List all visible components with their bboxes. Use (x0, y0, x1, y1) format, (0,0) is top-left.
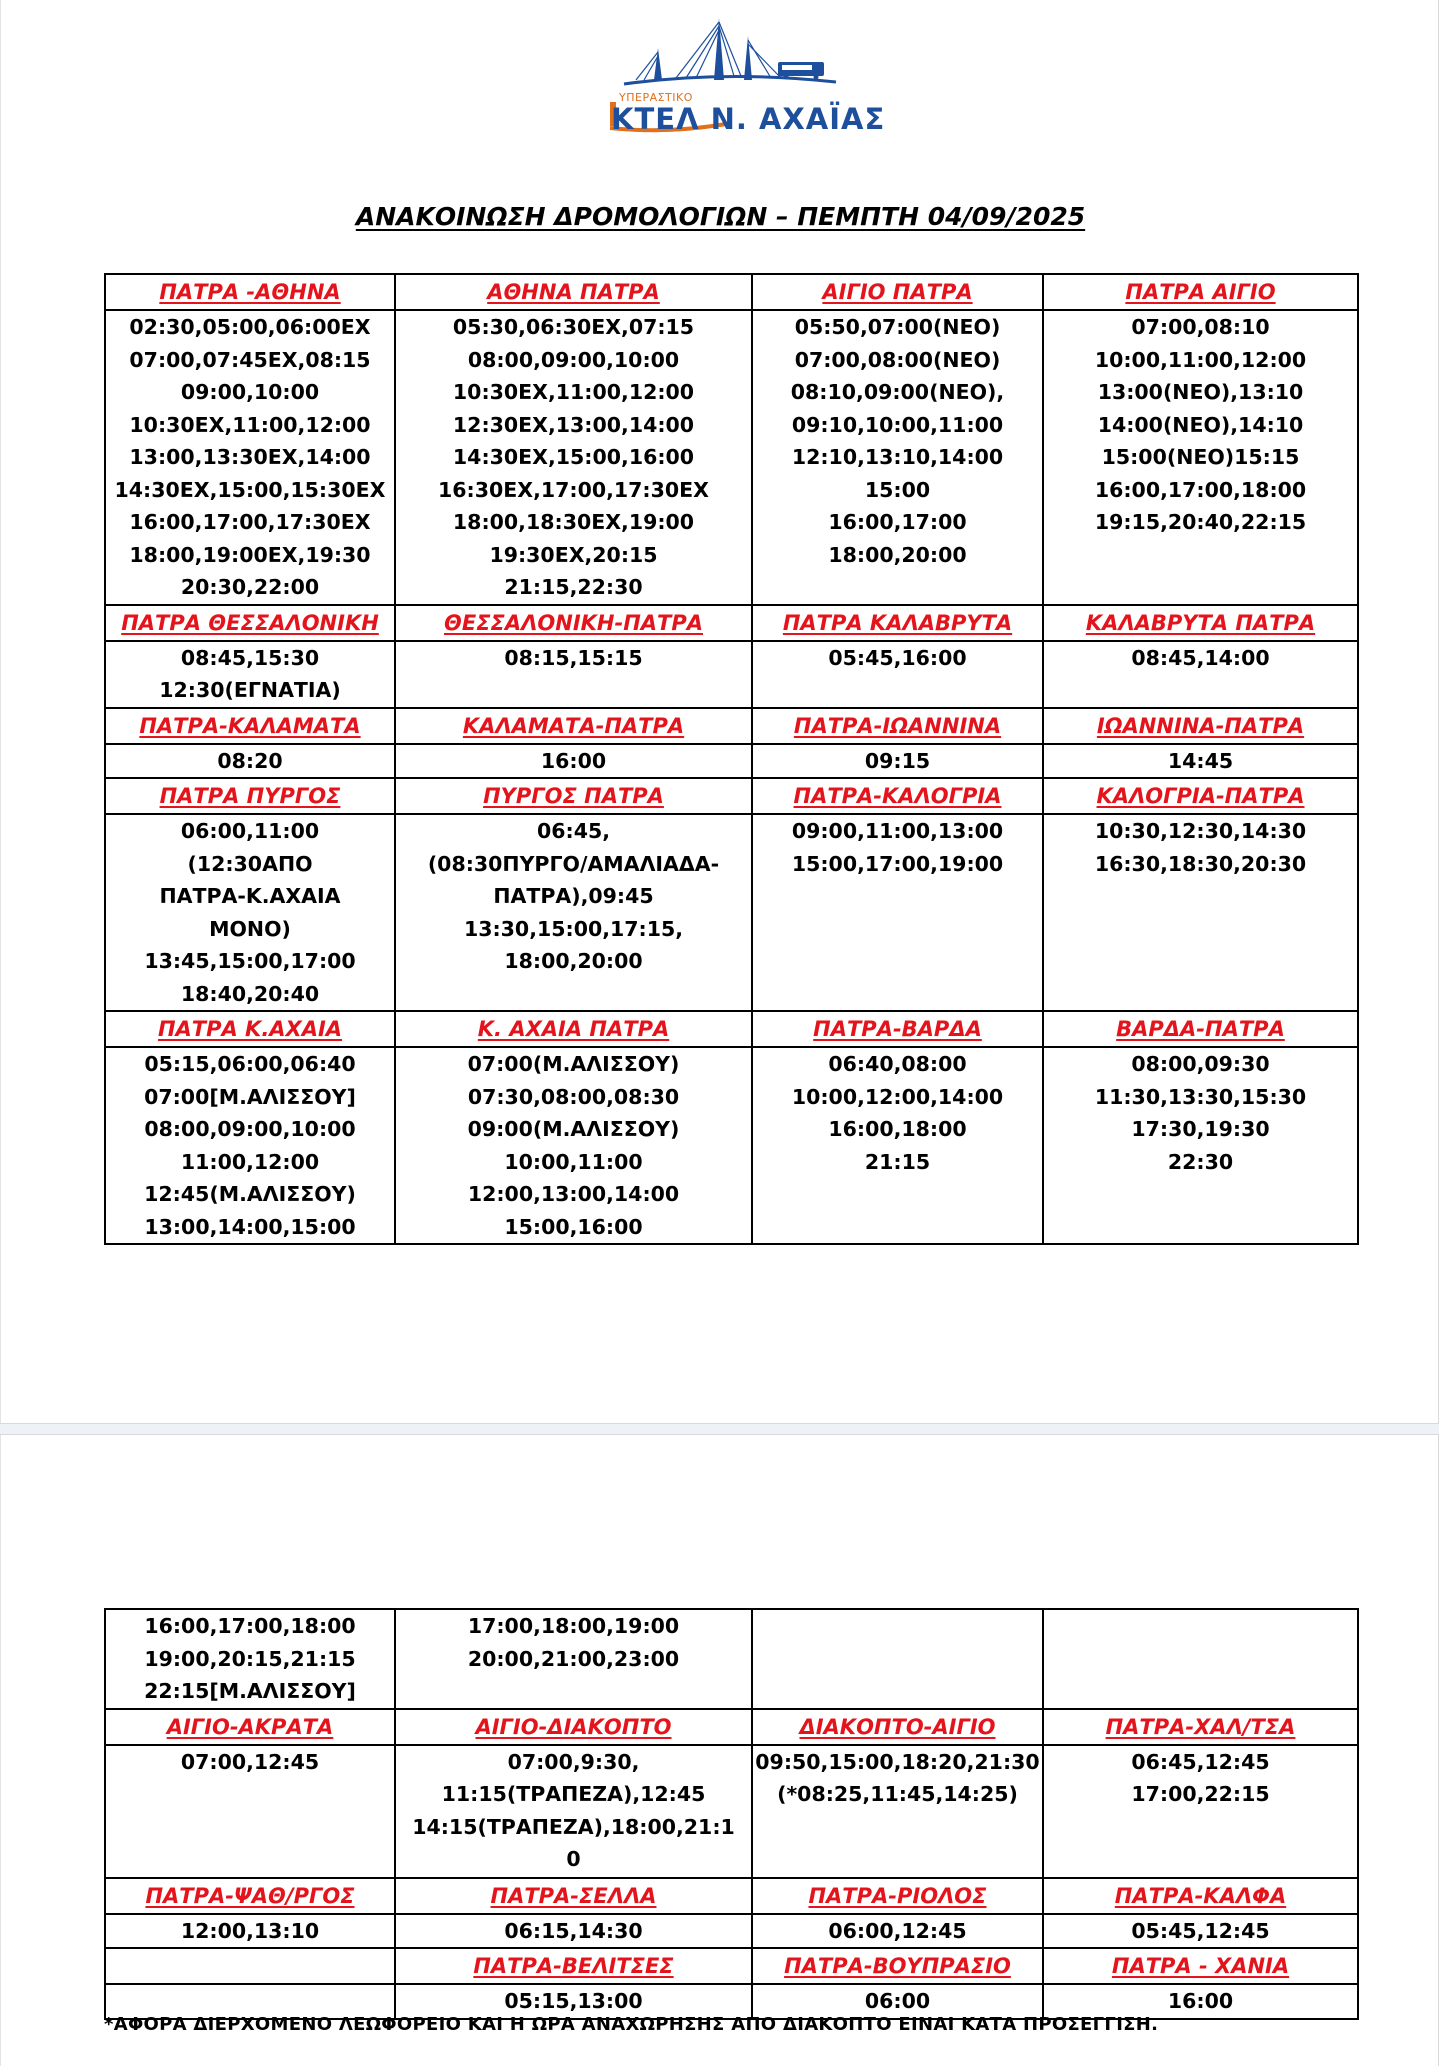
departure-times: 17:00,22:15 (1131, 1782, 1270, 1806)
page-divider (0, 1423, 1439, 1435)
departure-times: 16:30,18:30,20:30 (1094, 851, 1307, 876)
route-header: ΠΑΤΡΑ -ΑΘΗΝΑ (105, 274, 395, 310)
departure-times: 07:00,08:00(ΝΕΟ) (794, 347, 1001, 372)
departure-times: ΠΑΤΡΑ),09:45 (493, 884, 654, 908)
route-header: ΠΑΤΡΑ-ΣΕΛΛΑ (395, 1878, 752, 1914)
schedule-row (105, 814, 1358, 1011)
departure-times: 21:15 (864, 1149, 931, 1174)
logo-name: ΚΤΕΛ Ν. ΑΧΑΪΑΣ (611, 102, 886, 136)
departure-times: 19:00,20:15,21:15 (144, 1646, 356, 1671)
route-header-row (105, 778, 1358, 814)
route-header: ΑΙΓΙΟ ΠΑΤΡΑ (752, 274, 1043, 310)
schedule-cell (1043, 641, 1358, 708)
route-header: ΔΙΑΚΟΠΤΟ-ΑΙΓΙΟ (752, 1709, 1043, 1745)
departure-times: 12:10,13:10,14:00 (791, 445, 1004, 469)
route-header: ΠΑΤΡΑ ΘΕΣΣΑΛΟΝΙΚΗ (105, 605, 395, 641)
departure-times: 10:00,11:00,12:00 (1094, 347, 1307, 372)
schedule-cell (105, 814, 395, 1011)
timetable-page-1 (104, 273, 1359, 1245)
departure-times: 12:30(ΕΓΝΑΤΙΑ) (159, 678, 341, 702)
logo-subtitle: ΥΠΕΡΑΣΤΙΚΟ (619, 91, 693, 104)
route-header-row (105, 1878, 1358, 1914)
route-header: ΠΑΤΡΑ-ΒΟΥΠΡΑΣΙΟ (752, 1948, 1043, 1984)
timetable-page-2 (104, 1608, 1359, 2020)
departure-times: 12:00,13:00,14:00 (467, 1182, 680, 1206)
departure-times: 05:15,06:00,06:40 (144, 1052, 356, 1076)
departure-times: 20:00,21:00,23:00 (467, 1646, 680, 1671)
route-header: ΚΑΛΑΒΡΥΤΑ ΠΑΤΡΑ (1043, 605, 1358, 641)
route-header-row (105, 605, 1358, 641)
departure-times: 07:30,08:00,08:30 (467, 1084, 680, 1109)
schedule-cell (1043, 1914, 1358, 1949)
route-header: ΒΑΡΔΑ-ΠΑΤΡΑ (1043, 1011, 1358, 1047)
schedule-cell (395, 1047, 752, 1244)
route-header (105, 1948, 395, 1984)
departure-times: 09:00,11:00,13:00 (791, 819, 1004, 843)
schedule-cell (752, 310, 1043, 605)
departure-times: 06:15,14:30 (504, 1918, 643, 1943)
departure-times: 17:30,19:30 (1131, 1117, 1270, 1141)
departure-times: 08:45,14:00 (1131, 645, 1270, 670)
departure-times: 13:00(ΝΕΟ),13:10 (1097, 380, 1304, 404)
schedule-cell (395, 1745, 752, 1878)
departure-times: 19:30ΕΧ,20:15 (489, 542, 658, 567)
departure-times: 06:40,08:00 (828, 1052, 967, 1076)
schedule-cell (752, 1047, 1043, 1244)
schedule-cell (395, 1914, 752, 1949)
schedule-cell (105, 1745, 395, 1878)
schedule-row (105, 1914, 1358, 1949)
departure-times: 02:30,05:00,06:00ΕΧ (129, 315, 371, 339)
departure-times: ΠΑΤΡΑ-Κ.ΑΧΑΙΑ (159, 884, 341, 908)
schedule-row (105, 1609, 1358, 1709)
departure-times: 14:15(ΤΡΑΠΕΖΑ),18:00,21:1 (412, 1814, 735, 1839)
schedule-row (105, 310, 1358, 605)
departure-times: (*08:25,11:45,14:25) (777, 1782, 1018, 1806)
departure-times: 08:00,09:00,10:00 (467, 347, 680, 372)
schedule-cell (105, 310, 395, 605)
departure-times: 18:00,19:00ΕΧ,19:30 (129, 542, 371, 567)
departure-times: 17:00,18:00,19:00 (467, 1614, 680, 1638)
departure-times: 14:30ΕΧ,15:00,15:30ΕΧ (114, 477, 386, 502)
route-header: ΙΩΑΝΝΙΝΑ-ΠΑΤΡΑ (1043, 708, 1358, 744)
departure-times: 07:00(Μ.ΑΛΙΣΣΟΥ) (467, 1052, 680, 1076)
schedule-cell (105, 1914, 395, 1949)
schedule-cell (395, 1609, 752, 1709)
departure-times: 21:15,22:30 (504, 575, 643, 599)
departure-times: 22:15[Μ.ΑΛΙΣΣΟΥ] (144, 1679, 356, 1703)
schedule-cell (752, 641, 1043, 708)
schedule-cell (752, 1609, 1043, 1709)
schedule-row (105, 1047, 1358, 1244)
schedule-cell (1043, 310, 1358, 605)
schedule-cell (105, 1609, 395, 1709)
departure-times: 11:15(ΤΡΑΠΕΖΑ),12:45 (441, 1782, 706, 1806)
departure-times: 18:00,18:30ΕΧ,19:00 (452, 510, 695, 534)
departure-times: 07:00[Μ.ΑΛΙΣΣΟΥ] (144, 1084, 356, 1109)
departure-times: 14:00(ΝΕΟ),14:10 (1097, 412, 1304, 437)
departure-times: 09:00,10:00 (180, 380, 320, 404)
route-header: ΠΑΤΡΑ ΑΙΓΙΟ (1043, 274, 1358, 310)
schedule-row (105, 744, 1358, 779)
departure-times: 12:00,13:10 (180, 1918, 320, 1943)
departure-times: 05:50,07:00(ΝΕΟ) (794, 315, 1001, 339)
departure-times: ΜΟΝΟ) (209, 916, 291, 941)
departure-times: 13:45,15:00,17:00 (144, 949, 356, 973)
departure-times: 15:00 (864, 477, 931, 502)
departure-times: 13:30,15:00,17:15, (463, 916, 684, 941)
route-header: ΠΑΤΡΑ-ΒΑΡΔΑ (752, 1011, 1043, 1047)
departure-times: 0 (566, 1847, 581, 1871)
schedule-cell (395, 641, 752, 708)
schedule-row (105, 641, 1358, 708)
footnote: *ΑΦΟΡΑ ΔΙΕΡΧΟΜΕΝΟ ΛΕΩΦΟΡΕΙΟ ΚΑΙ Η ΩΡΑ ΑΝΑΧΩΡΗΣΗΣ ΑΠΟ ΔΙΑΚΟΠΤΟ ΕΙΝΑΙ ΚΑΤΑ ΠΡΟΣΕΓΓΙΣΗ. (104, 2014, 1159, 2035)
departure-times: 10:30ΕΧ,11:00,12:00 (129, 412, 371, 437)
departure-times: 06:00,12:45 (828, 1918, 967, 1943)
route-header: ΑΙΓΙΟ-ΑΚΡΑΤΑ (105, 1709, 395, 1745)
departure-times: 16:00 (540, 748, 607, 773)
schedule-cell (1043, 744, 1358, 779)
departure-times: 11:30,13:30,15:30 (1094, 1084, 1307, 1109)
departure-times: 22:30 (1167, 1149, 1234, 1174)
route-header: ΑΙΓΙΟ-ΔΙΑΚΟΠΤΟ (395, 1709, 752, 1745)
departure-times: 06:00,11:00 (180, 819, 320, 843)
route-header: ΚΑΛΑΜΑΤΑ-ΠΑΤΡΑ (395, 708, 752, 744)
route-header-row (105, 1948, 1358, 1984)
departure-times: 10:30,12:30,14:30 (1094, 819, 1307, 843)
departure-times: 08:00,09:30 (1131, 1052, 1270, 1076)
departure-times: 15:00,17:00,19:00 (791, 851, 1004, 876)
route-header: ΠΑΤΡΑ-ΚΑΛΦΑ (1043, 1878, 1358, 1914)
route-header: ΠΑΤΡΑ ΚΑΛΑΒΡΥΤΑ (752, 605, 1043, 641)
departure-times: 16:00 (1167, 1989, 1234, 2013)
departure-times: 05:45,16:00 (828, 645, 967, 670)
departure-times: 20:30,22:00 (180, 575, 320, 599)
route-header: ΘΕΣΣΑΛΟΝΙΚΗ-ΠΑΤΡΑ (395, 605, 752, 641)
schedule-cell (395, 744, 752, 779)
route-header: ΠΑΤΡΑ ΠΥΡΓΟΣ (105, 778, 395, 814)
route-header: Κ. ΑΧΑΙΑ ΠΑΤΡΑ (395, 1011, 752, 1047)
departure-times: 12:30ΕΧ,13:00,14:00 (452, 412, 695, 437)
departure-times: 07:00,08:10 (1131, 315, 1270, 339)
departure-times: 07:00,07:45ΕΧ,08:15 (129, 347, 371, 372)
departure-times: 18:00,20:00 (504, 949, 643, 973)
departure-times: 10:00,12:00,14:00 (791, 1084, 1004, 1109)
departure-times: 19:15,20:40,22:15 (1094, 510, 1307, 534)
departure-times: 13:00,14:00,15:00 (144, 1214, 356, 1239)
departure-times: 16:00,18:00 (828, 1117, 967, 1141)
departure-times: 16:30ΕΧ,17:00,17:30ΕΧ (438, 477, 709, 502)
route-header: ΠΑΤΡΑ-ΚΑΛΑΜΑΤΑ (105, 708, 395, 744)
departure-times: 08:00,09:00,10:00 (144, 1117, 356, 1141)
departure-times: 06:00 (864, 1989, 931, 2013)
route-header: ΠΑΤΡΑ-ΙΩΑΝΝΙΝΑ (752, 708, 1043, 744)
departure-times: 08:20 (217, 748, 283, 773)
departure-times: 16:00,17:00,17:30ΕΧ (129, 510, 371, 534)
departure-times: 06:45, (536, 819, 611, 843)
schedule-cell (105, 744, 395, 779)
departure-times: 09:50,15:00,18:20,21:30 (755, 1749, 1040, 1774)
route-header-row (105, 708, 1358, 744)
departure-times: (12:30ΑΠΟ (187, 851, 313, 876)
page-2 (0, 1435, 1439, 2066)
route-header: ΠΥΡΓΟΣ ΠΑΤΡΑ (395, 778, 752, 814)
departure-times: 14:45 (1167, 748, 1234, 773)
route-header: ΠΑΤΡΑ-ΧΑΛ/ΤΣΑ (1043, 1709, 1358, 1745)
departure-times: 09:15 (864, 748, 931, 773)
ktel-logo (606, 18, 886, 140)
route-header: ΠΑΤΡΑ - ΧΑΝΙΑ (1043, 1948, 1358, 1984)
departure-times: 05:45,12:45 (1131, 1918, 1270, 1943)
departure-times: (08:30ΠΥΡΓΟ/ΑΜΑΛΙΑΔΑ- (427, 851, 720, 876)
route-header: ΠΑΤΡΑ-ΒΕΛΙΤΣΕΣ (395, 1948, 752, 1984)
route-header-row (105, 1709, 1358, 1745)
departure-times: 09:00(Μ.ΑΛΙΣΣΟΥ) (467, 1117, 680, 1141)
schedule-cell (1043, 814, 1358, 1011)
route-header: ΠΑΤΡΑ Κ.ΑΧΑΙΑ (105, 1011, 395, 1047)
departure-times: 08:15,15:15 (504, 645, 643, 670)
departure-times: 07:00,9:30, (507, 1749, 640, 1774)
schedule-cell (395, 310, 752, 605)
departure-times: 16:00,17:00 (828, 510, 967, 534)
route-header: ΑΘΗΝΑ ΠΑΤΡΑ (395, 274, 752, 310)
schedule-cell (105, 641, 395, 708)
departure-times: 16:00,17:00,18:00 (1094, 477, 1307, 502)
departure-times: 08:10,09:00(ΝΕΟ), (790, 380, 1005, 404)
schedule-cell (752, 1914, 1043, 1949)
departure-times: 11:00,12:00 (180, 1149, 320, 1174)
schedule-cell (752, 1745, 1043, 1878)
departure-times: 16:00,17:00,18:00 (144, 1614, 356, 1638)
route-header: ΠΑΤΡΑ-ΚΑΛΟΓΡΙΑ (752, 778, 1043, 814)
departure-times: 15:00,16:00 (504, 1214, 643, 1239)
departure-times: 05:30,06:30ΕΧ,07:15 (452, 315, 695, 339)
schedule-cell (1043, 1609, 1358, 1709)
schedule-cell (1043, 1047, 1358, 1244)
departure-times: 12:45(Μ.ΑΛΙΣΣΟΥ) (144, 1182, 356, 1206)
departure-times: 18:40,20:40 (180, 981, 320, 1006)
route-header-row (105, 1011, 1358, 1047)
route-header-row (105, 274, 1358, 310)
schedule-cell (752, 814, 1043, 1011)
route-header: ΠΑΤΡΑ-ΡΙΟΛΟΣ (752, 1878, 1043, 1914)
schedule-cell (105, 1047, 395, 1244)
schedule-cell (395, 814, 752, 1011)
schedule-cell (752, 744, 1043, 779)
page-title: ΑΝΑΚΟΙΝΩΣΗ ΔΡΟΜΟΛΟΓΙΩΝ – ΠΕΜΠΤΗ 04/09/2025 (355, 202, 1086, 231)
departure-times: 14:30ΕΧ,15:00,16:00 (452, 445, 695, 469)
departure-times: 10:30ΕΧ,11:00,12:00 (452, 380, 695, 404)
departure-times: 05:15,13:00 (504, 1989, 643, 2013)
departure-times: 09:10,10:00,11:00 (791, 412, 1004, 437)
route-header: ΚΑΛΟΓΡΙΑ-ΠΑΤΡΑ (1043, 778, 1358, 814)
departure-times: 13:00,13:30ΕΧ,14:00 (129, 445, 371, 469)
route-header: ΠΑΤΡΑ-ΨΑΘ/ΡΓΟΣ (105, 1878, 395, 1914)
departure-times: 18:00,20:00 (828, 542, 967, 567)
departure-times: 10:00,11:00 (504, 1149, 643, 1174)
departure-times: 08:45,15:30 (180, 645, 320, 670)
schedule-cell (1043, 1745, 1358, 1878)
departure-times: 06:45,12:45 (1131, 1749, 1270, 1774)
departure-times: 07:00,12:45 (180, 1749, 320, 1774)
schedule-row (105, 1745, 1358, 1878)
departure-times: 15:00(ΝΕΟ)15:15 (1101, 445, 1300, 469)
